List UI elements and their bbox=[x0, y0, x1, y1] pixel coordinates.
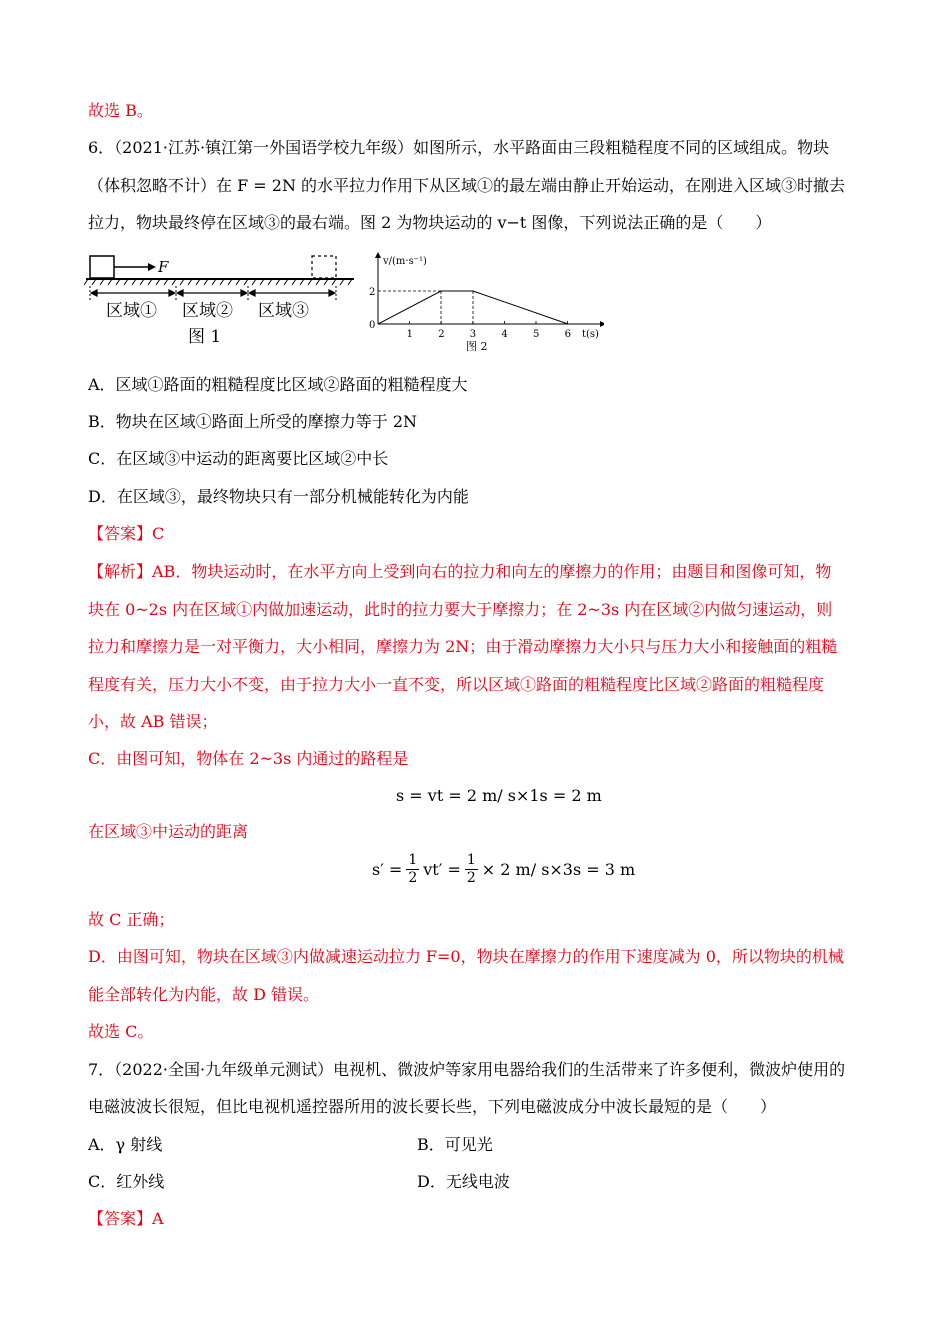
q6-analysis-line-3: 拉力和摩擦力是一对平衡力，大小相同，摩擦力为 2N；由于滑动摩擦力大小只与压力大小和接触面的粗糙 bbox=[88, 637, 838, 656]
x-tick-label: 1 bbox=[406, 329, 413, 340]
formula2-left: s′ = bbox=[372, 859, 403, 879]
q6-stem-line-2: （体积忽略不计）在 F = 2N 的水平拉力作用下从区域①的最左端由静止开始运动，在刚进入区域③时撤去 bbox=[88, 176, 846, 195]
x-tick-label: 6 bbox=[564, 329, 571, 340]
q6-analysis-line-5: 小，故 AB 错误； bbox=[88, 712, 218, 731]
figure-1-diagram bbox=[84, 250, 364, 350]
formula2-right: × 2 m/ s×3s = 3 m bbox=[481, 859, 636, 879]
y-axis-label: v/(m·s⁻¹) bbox=[383, 256, 427, 267]
q7-answer: 【答案】A bbox=[88, 1209, 164, 1228]
q6-option-a: A．区域①路面的粗糙程度比区域②路面的粗糙程度大 bbox=[88, 375, 468, 394]
q6-d-line-2: 能全部转化为内能，故 D 错误。 bbox=[88, 985, 320, 1004]
figure-2-vt-graph bbox=[364, 252, 604, 354]
q6-c-correct: 故 C 正确； bbox=[88, 910, 175, 929]
q7-stem-line-2: 电磁波波长很短，但比电视机遥控器所用的波长要长些，下列电磁波成分中波长最短的是（ ） bbox=[88, 1097, 777, 1116]
region-span-arrows bbox=[91, 290, 335, 296]
q6-distance-line: 在区域③中运动的距离 bbox=[88, 822, 249, 841]
force-label: F bbox=[158, 258, 169, 276]
origin-label: 0 bbox=[369, 320, 376, 331]
final-block-position bbox=[312, 256, 336, 278]
q7-option-d: D．无线电波 bbox=[417, 1172, 510, 1191]
q6-analysis-line-1: 【解析】AB．物块运动时，在水平方向上受到向右的拉力和向左的摩擦力的作用；由题目和图像可知，物 bbox=[88, 562, 832, 581]
fraction-half-1: $\frac{1}{2}$ bbox=[408, 852, 418, 886]
guide-lines bbox=[378, 291, 473, 324]
region-2-label: 区域② bbox=[182, 301, 233, 321]
x-tick-label: 2 bbox=[438, 329, 445, 340]
block bbox=[90, 256, 114, 278]
q6-stem-line-3: 拉力，物块最终停在区域③的最右端。图 2 为物块运动的 v−t 图像，下列说法正确的是（ ） bbox=[88, 213, 772, 232]
previous-answer-conclusion: 故选 B。 bbox=[88, 101, 153, 120]
q6-stem-line-1: 6．（2021·江苏·镇江第一外国语学校九年级）如图所示，水平路面由三段粗糙程度不同的区域组成。物块 bbox=[88, 138, 830, 157]
q6-final-choice: 故选 C。 bbox=[88, 1022, 154, 1041]
q6-d-line-1: D．由图可知，物块在区域③内做减速运动拉力 F=0，物块在摩擦力的作用下速度减为 0，所以物块的机械 bbox=[88, 947, 844, 966]
formula-distance-region-3 bbox=[372, 852, 635, 887]
q7-stem-line-1: 7．（2022·全国·九年级单元测试）电视机、微波炉等家用电器给我们的生活带来了许多便利，微波炉使用的 bbox=[88, 1060, 846, 1079]
q6-option-b: B．物块在区域①路面上所受的摩擦力等于 2N bbox=[88, 412, 418, 431]
q7-option-c: C．红外线 bbox=[88, 1172, 165, 1191]
q6-analysis-line-2: 块在 0~2s 内在区域①内做加速运动，此时的拉力要大于摩擦力；在 2~3s 内在区域②内做匀速运动，则 bbox=[88, 600, 833, 619]
q6-option-c: C．在区域③中运动的距离要比区域②中长 bbox=[88, 449, 389, 468]
q6-option-d: D．在区域③，最终物块只有一部分机械能转化为内能 bbox=[88, 487, 469, 506]
q6-analysis-line-6: C．由图可知，物体在 2~3s 内通过的路程是 bbox=[88, 749, 409, 768]
x-tick-label: 4 bbox=[501, 329, 508, 340]
region-1-label: 区域① bbox=[106, 301, 157, 321]
figure-1-caption: 图 1 bbox=[188, 327, 222, 347]
q7-option-a: A．γ 射线 bbox=[88, 1135, 163, 1154]
fraction-half-2: $\frac{1}{2}$ bbox=[466, 852, 476, 886]
x-tick-label: 5 bbox=[533, 329, 540, 340]
q6-answer: 【答案】C bbox=[88, 524, 165, 543]
formula-distance-region-2: s = vt = 2 m/ s×1s = 2 m bbox=[396, 786, 602, 805]
q6-analysis-line-4: 程度有关，压力大小不变，由于拉力大小一直不变，所以区域①路面的粗糙程度比区域②路面的粗糙程度 bbox=[88, 675, 825, 694]
x-tick-label: 3 bbox=[469, 329, 477, 340]
x-axis-label: t(s) bbox=[582, 329, 599, 340]
y-tick-label: 2 bbox=[369, 287, 376, 298]
formula2-mid: vt′ = bbox=[423, 859, 461, 879]
region-3-label: 区域③ bbox=[258, 301, 309, 321]
figure-2-caption: 图 2 bbox=[466, 340, 488, 353]
q7-option-b: B．可见光 bbox=[417, 1135, 493, 1154]
